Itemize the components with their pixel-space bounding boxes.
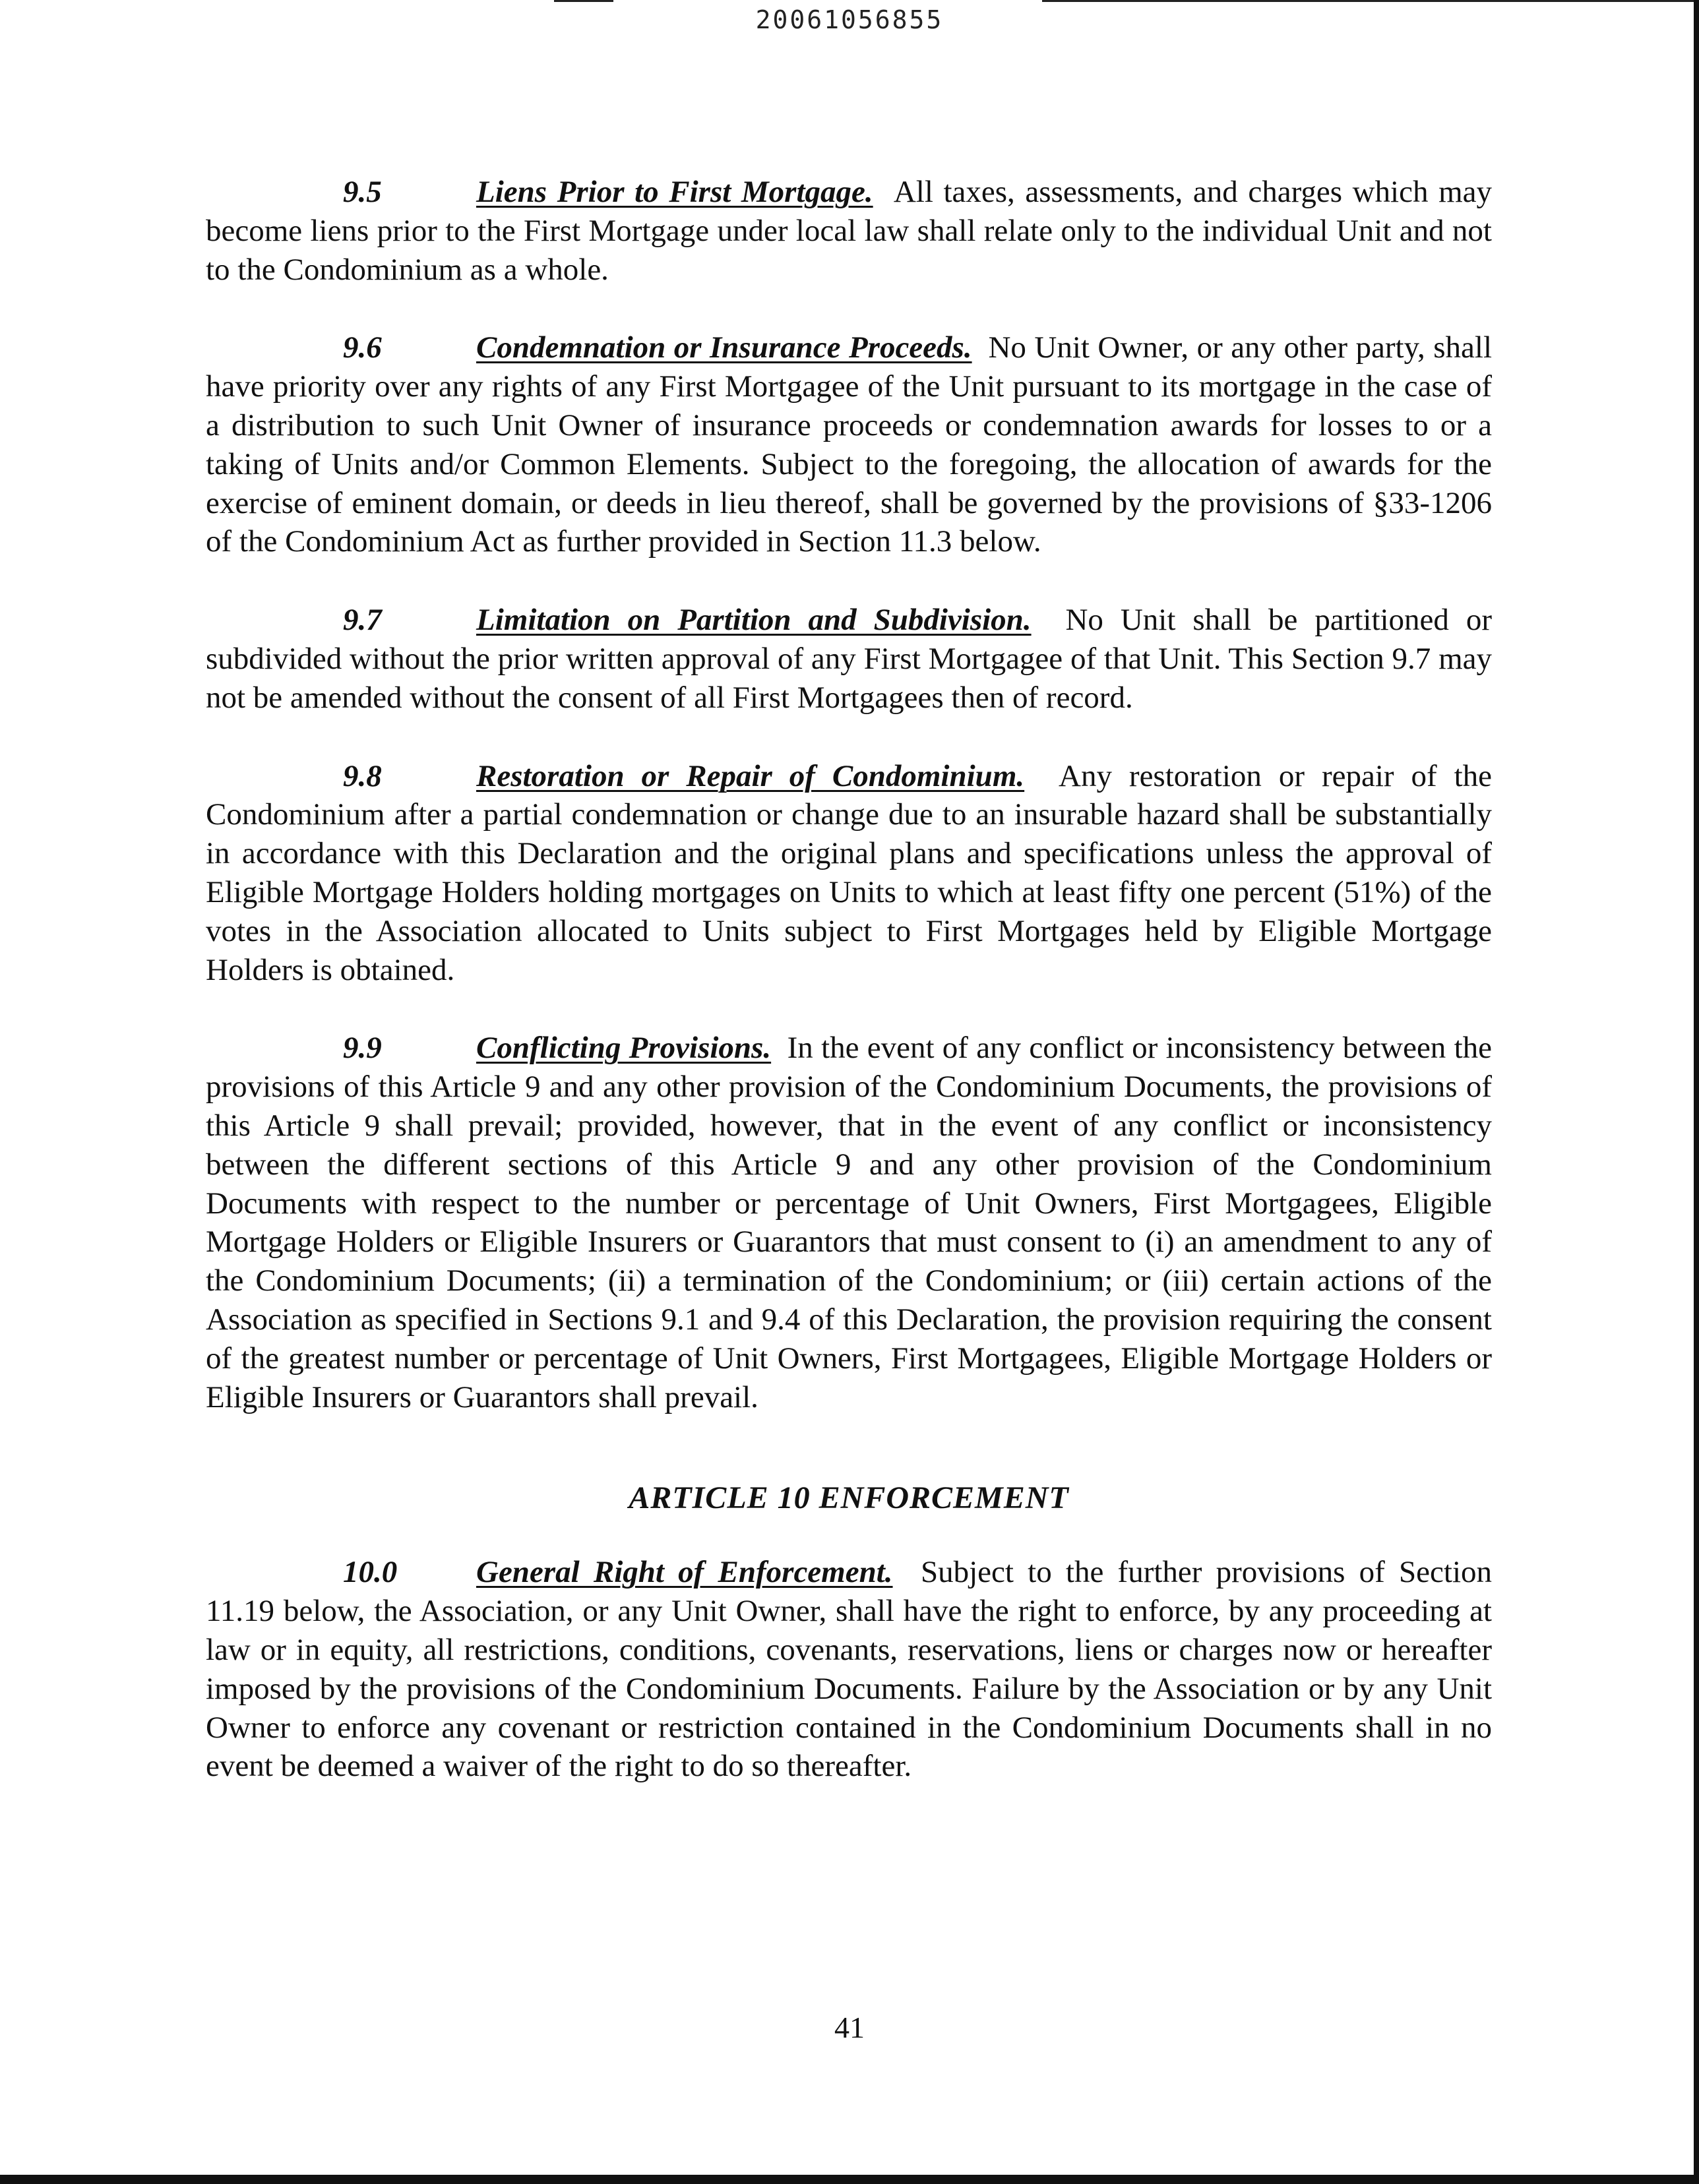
section-9-5 — [206, 173, 1492, 289]
section-number: 10.0 — [343, 1555, 398, 1590]
section-title: Condemnation or Insurance Proceeds. — [476, 330, 972, 365]
scan-right-border — [1694, 0, 1699, 2184]
section-text: All taxes, assessments, and charges which may become liens prior to the First Mortgage under local law shall relate only to the individual Unit and not to the Condominium as a whole. — [206, 175, 1492, 287]
section-9-6 — [206, 328, 1492, 561]
document-body — [206, 173, 1492, 1825]
section-number: 9.7 — [343, 603, 382, 638]
section-title: Limitation on Partition and Subdivision. — [476, 603, 1032, 638]
section-title: Conflicting Provisions. — [476, 1031, 772, 1066]
section-9-7 — [206, 601, 1492, 717]
section-text: No Unit Owner, or any other party, shall have priority over any rights of any First Mortgagee of the Unit pursuant to its mortgage in the case of a distribution to such Unit Owner of insurance proceeds or condemnation awards for losses to or a taking of Units and/or Common Elements. Subject to the foregoing, the allocation of awards for the exercise of eminent domain, or deeds in lieu thereof, shall be governed by the provisions of §33-1206 of the Condominium Act as further provided in Section 11.3 below. — [206, 330, 1493, 559]
scan-top-rule — [554, 0, 613, 2]
section-number: 9.8 — [343, 758, 382, 793]
document-number: 20061056855 — [755, 5, 944, 34]
section-9-8 — [206, 757, 1492, 990]
section-number: 9.6 — [343, 330, 382, 365]
section-text: No Unit shall be partitioned or subdivided without the prior written approval of any First Mortgagee of that Unit. This Section 9.7 may not be amended without the consent of all First Mortgagees then of record. — [206, 603, 1493, 715]
section-title: General Right of Enforcement. — [476, 1555, 893, 1590]
section-text: In the event of any conflict or inconsistency between the provisions of this Article 9 and any other provision of the Condominium Documents, the provisions of this Article 9 shall prevail; provided, however, that in the event of any conflict or inconsistency between the different sections of this Article 9 and any other provision of the Condominium Documents with respect to the number or percentage of Unit Owners, First Mortgagees, Eligible Mortgage Holders or Eligible Insurers or Guarantors that must consent to (i) an amendment to any of the Condominium Documents; (ii) a termination of the Condominium; or (iii) certain actions of the Association as specified in Sections 9.1 and 9.4 of this Declaration, the provision requiring the consent of the greatest number or percentage of Unit Owners, First Mortgagees, Eligible Mortgage Holders or Eligible Insurers or Guarantors shall prevail. — [206, 1031, 1492, 1414]
section-text: Subject to the further provisions of Section 11.19 below, the Association, or any Unit Owner, shall have the right to enforce, by any proceeding at law or in equity, all restrictions, conditions, covenants, reservations, liens or charges now or hereafter imposed by the provisions of the Condominium Documents. Failure by the Association or by any Unit Owner to enforce any covenant or restriction contained in the Condominium Documents shall in no event be deemed a waiver of the right to do so thereafter. — [206, 1555, 1493, 1784]
section-9-9 — [206, 1029, 1492, 1416]
article-heading: ARTICLE 10 ENFORCEMENT — [629, 1480, 1069, 1516]
section-title: Liens Prior to First Mortgage. — [476, 175, 873, 209]
scan-bottom-border — [0, 2175, 1699, 2184]
section-number: 9.9 — [343, 1031, 382, 1066]
scan-top-rule — [1042, 0, 1699, 2]
section-number: 9.5 — [343, 175, 382, 209]
page-number: 41 — [834, 2011, 865, 2044]
section-text: Any restoration or repair of the Condominium after a partial condemnation or change due to an insurable hazard shall be substantially in accordance with this Declaration and the original plans and specifications unless the approval of Eligible Mortgage Holders holding mortgages on Units to which at least fifty one percent (51%) of the votes in the Association allocated to Units subject to First Mortgages held by Eligible Mortgage Holders is obtained. — [206, 758, 1492, 987]
section-10-0 — [206, 1553, 1492, 1786]
section-title: Restoration or Repair of Condominium. — [476, 758, 1025, 793]
